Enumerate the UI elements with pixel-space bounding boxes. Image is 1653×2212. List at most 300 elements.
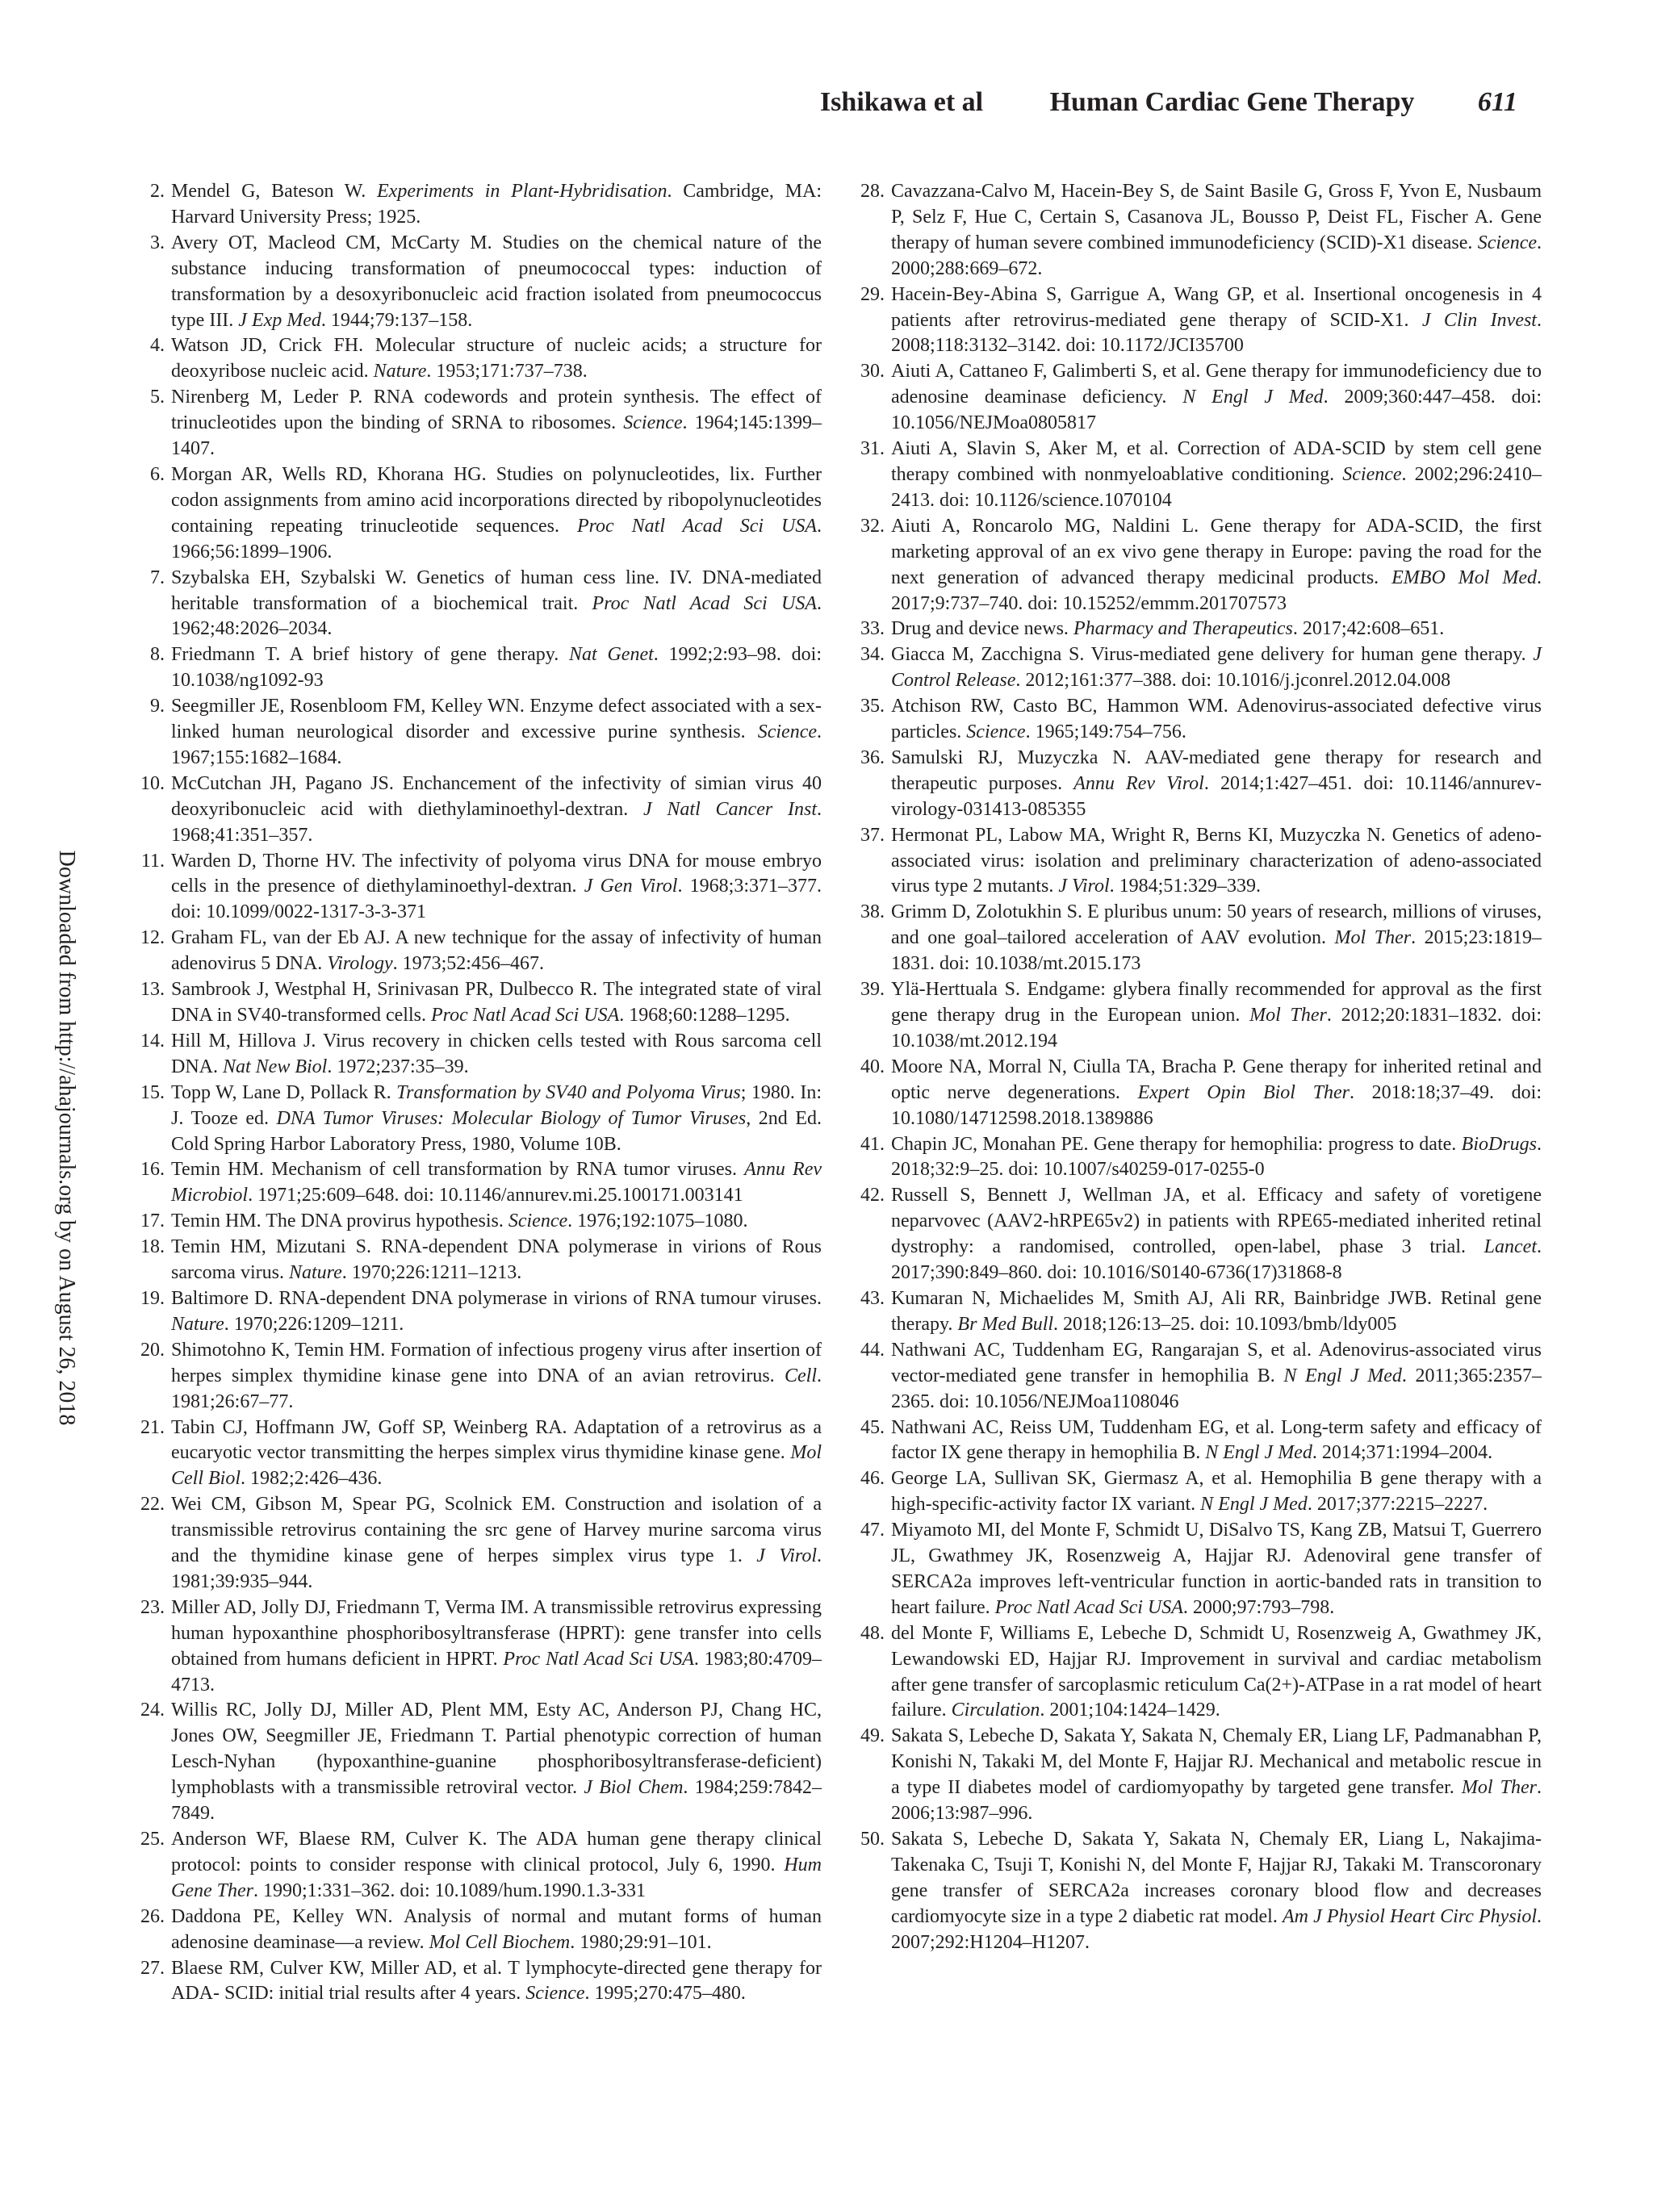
reference-item xyxy=(137,642,822,694)
reference-text xyxy=(171,1209,822,1235)
reference-text-segment: . 1970;226:1209–1211. xyxy=(224,1313,404,1335)
reference-number: 34. xyxy=(860,644,885,666)
reference-item xyxy=(857,1466,1542,1518)
reference-item xyxy=(857,1183,1542,1286)
reference-text-segment: Blaese RM, Culver KW, Miller AD, et al. T lymphocyte-directed gene therapy for ADA- SCID: initial trial results after 4 years. xyxy=(171,1957,822,2005)
reference-text xyxy=(171,694,822,771)
header-authors: Ishikawa et al xyxy=(819,87,984,117)
reference-number: 37. xyxy=(860,824,885,846)
reference-item xyxy=(857,694,1542,746)
reference-text-segment: . 1981;39:935–944. xyxy=(171,1545,822,1592)
reference-text-segment: , 2nd Ed. Cold Spring Harbor Laboratory Press, 1980, Volume 10B. xyxy=(171,1107,822,1155)
reference-text xyxy=(171,1415,822,1493)
reference-text-segment: Temin HM. Mechanism of cell transformation by RNA tumor viruses. xyxy=(171,1159,745,1181)
reference-item xyxy=(137,462,822,566)
reference-text-segment: . 2008;118:3132–3142. doi: 10.1172/JCI35700 xyxy=(891,309,1542,357)
reference-source-italic: Mol Ther xyxy=(1249,1005,1327,1026)
reference-source-italic: Proc Natl Acad Sci USA xyxy=(994,1596,1183,1618)
reference-item xyxy=(137,1698,822,1827)
reference-source-italic: Pharmacy and Therapeutics xyxy=(1073,618,1293,640)
reference-item xyxy=(137,1338,822,1415)
reference-text-segment: Nathwani AC, Reiss UM, Tuddenham EG, et al. Long-term safety and efficacy of factor IX gene therapy in hemophilia B. xyxy=(891,1416,1542,1464)
reference-source-italic: J Control Release xyxy=(891,644,1542,692)
reference-item xyxy=(857,642,1542,694)
reference-text xyxy=(171,642,822,694)
reference-text xyxy=(891,1055,1542,1132)
reference-source-italic: Mol Cell Biol xyxy=(171,1442,822,1490)
reference-text-segment: Warden D, Thorne HV. The infectivity of polyoma virus DNA for mouse embryo cells in the presence of diethylaminoethyl-dextran. xyxy=(171,850,822,897)
reference-item xyxy=(137,231,822,334)
reference-text-segment: Chapin JC, Monahan PE. Gene therapy for hemophilia: progress to date. xyxy=(891,1133,1462,1155)
reference-source-italic: Mol Ther xyxy=(1461,1777,1538,1799)
reference-number: 47. xyxy=(860,1520,885,1541)
reference-text-segment: Friedmann T. A brief history of gene therapy. xyxy=(171,644,570,666)
reference-source-italic: Science xyxy=(966,721,1026,743)
reference-text xyxy=(171,849,822,926)
reference-number: 29. xyxy=(860,283,885,305)
reference-text xyxy=(891,1286,1542,1338)
reference-text-segment: Samulski RJ, Muzyczka N. AAV-mediated gene therapy for research and therapeutic purposes. xyxy=(891,746,1542,794)
reference-item xyxy=(857,437,1542,514)
reference-item xyxy=(857,1338,1542,1415)
reference-text-segment: . 2018;32:9–25. doi: 10.1007/s40259-017-0255-0 xyxy=(891,1133,1542,1181)
reference-text xyxy=(171,977,822,1029)
reference-number: 22. xyxy=(140,1494,165,1516)
reference-text-segment: Topp W, Lane D, Pollack R. xyxy=(171,1081,397,1103)
reference-source-italic: Mol Ther xyxy=(1334,927,1412,949)
reference-item xyxy=(137,771,822,849)
reference-text xyxy=(891,282,1542,360)
reference-text-segment: . 1984;51:329–339. xyxy=(1109,876,1261,897)
reference-source-italic: Nat Genet xyxy=(569,644,654,666)
reference-number: 44. xyxy=(860,1339,885,1361)
reference-source-italic: J Virol xyxy=(756,1545,817,1567)
reference-item xyxy=(137,1595,822,1699)
reference-item xyxy=(137,1827,822,1905)
reference-text xyxy=(891,1415,1542,1467)
reference-source-italic: Nature xyxy=(171,1313,224,1335)
reference-item xyxy=(857,617,1542,642)
reference-text-segment: . 2015;23:1819–1831. doi: 10.1038/mt.2015.173 xyxy=(891,927,1542,975)
reference-source-italic: Am J Physiol Heart Circ Physiol xyxy=(1282,1905,1537,1927)
reference-text xyxy=(891,359,1542,437)
reference-text xyxy=(891,977,1542,1055)
header-title: Human Cardiac Gene Therapy xyxy=(1049,87,1415,117)
reference-text-segment: Temin HM, Mizutani S. RNA-dependent DNA polymerase in virions of Rous sarcoma virus. xyxy=(171,1236,822,1284)
reference-text-segment: . 1965;149:754–756. xyxy=(1025,721,1186,743)
reference-text-segment: . 2001;104:1424–1429. xyxy=(1040,1700,1220,1721)
reference-text xyxy=(891,1132,1542,1184)
reference-source-italic: Science xyxy=(1477,232,1537,253)
reference-item xyxy=(137,179,822,231)
reference-text-segment: . 2018;126:13–25. doi: 10.1093/bmb/ldy005 xyxy=(1053,1313,1397,1335)
reference-text xyxy=(891,437,1542,514)
reference-source-italic: Nature xyxy=(288,1262,342,1284)
reference-source-italic: Transformation by SV40 and Polyoma Virus xyxy=(396,1081,741,1103)
reference-item xyxy=(857,977,1542,1055)
reference-text xyxy=(891,900,1542,977)
reference-text-segment: del Monte F, Williams E, Lebeche D, Schmidt U, Rosenzweig A, Gwathmey JK, Lewandowski ED, Hajjar RJ. Improvement in survival and cardiac metabolism after gene transfer of sarcoplasmic reticulum Ca(2+)-ATPase in a rat model of heart failure. xyxy=(891,1622,1542,1721)
reference-text-segment: Sakata S, Lebeche D, Sakata Y, Sakata N, Chemaly ER, Liang LF, Padmanabhan P, Konishi N, Takaki M, del Monte F, Hajjar RJ. Mechanical and metabolic rescue in a type II diabetes model of cardiomyopathy by targeted gene transfer. xyxy=(891,1725,1542,1799)
reference-source-italic: J Biol Chem xyxy=(584,1777,684,1799)
reference-text-segment: . 1966;56:1899–1906. xyxy=(171,515,822,562)
reference-text-segment: . 2000;97:793–798. xyxy=(1182,1596,1335,1618)
reference-item xyxy=(137,1209,822,1235)
reference-source-italic: Circulation xyxy=(951,1700,1040,1721)
reference-source-italic: N Engl J Med xyxy=(1283,1365,1402,1386)
reference-number: 46. xyxy=(860,1468,885,1490)
reference-item xyxy=(137,1235,822,1286)
reference-source-italic: Experiments in Plant-Hybridisation xyxy=(377,181,667,202)
reference-text-segment: Nathwani AC, Tuddenham EG, Rangarajan S, et al. Adenovirus-associated virus vector-mediated gene transfer in hemophilia B. xyxy=(891,1339,1542,1386)
reference-text-segment: Miyamoto MI, del Monte F, Schmidt U, DiSalvo TS, Kang ZB, Matsui T, Guerrero JL, Gwathmey JK, Rosenzweig A, Hajjar RJ. Adenoviral gene transfer of SERCA2a improves left-ventricular function in aortic-banded rats in transition to heart failure. xyxy=(891,1520,1542,1618)
reference-text-segment: Atchison RW, Casto BC, Hammon WM. Adenovirus-associated defective virus particles. xyxy=(891,696,1542,743)
reference-source-italic: Proc Natl Acad Sci USA xyxy=(592,592,817,614)
reference-text-segment: . 1982;2:426–436. xyxy=(241,1468,383,1490)
reference-text-segment: Giacca M, Zacchigna S. Virus-mediated gene delivery for human gene therapy. xyxy=(891,644,1534,666)
reference-number: 2. xyxy=(150,181,165,202)
reference-text xyxy=(891,1621,1542,1725)
reference-text-segment: . 1968;3:371–377. doi: 10.1099/0022-1317-3-3-371 xyxy=(171,876,822,923)
reference-text-segment: Hill M, Hillova J. Virus recovery in chicken cells tested with Rous sarcoma cell DNA. xyxy=(171,1030,822,1077)
reference-item xyxy=(137,566,822,643)
reference-text xyxy=(171,179,822,231)
reference-source-italic: N Engl J Med xyxy=(1200,1494,1308,1516)
reference-item xyxy=(137,926,822,977)
reference-text-segment: Aiuti A, Roncarolo MG, Naldini L. Gene therapy for ADA-SCID, the first marketing approval of an ex vivo gene therapy in Europe: paving the road for the next generation of advanced therapy medicinal products. xyxy=(891,515,1542,588)
reference-text-segment: . 1980;29:91–101. xyxy=(570,1931,712,1953)
reference-text-segment: Anderson WF, Blaese RM, Culver K. The ADA human gene therapy clinical protocol: points to consider response with clinical protocol, July 6, 1990. xyxy=(171,1829,822,1875)
reference-number: 28. xyxy=(860,181,885,202)
reference-source-italic: DNA Tumor Viruses: Molecular Biology of Tumor Viruses xyxy=(276,1107,747,1129)
reference-number: 30. xyxy=(860,361,885,383)
reference-text xyxy=(891,642,1542,694)
reference-item xyxy=(137,977,822,1029)
reference-text-segment: Russell S, Bennett J, Wellman JA, et al. Efficacy and safety of voretigene neparvovec (AAV2-hRPE65v2) in patients with RPE65-mediated inherited retinal dystrophy: a randomised, controlled, open-label, phase 3 trial. xyxy=(891,1185,1542,1258)
reference-text-segment: . 2014;371:1994–2004. xyxy=(1312,1442,1493,1464)
reference-item xyxy=(137,385,822,462)
reference-source-italic: J Gen Virol xyxy=(584,876,678,897)
reference-text-segment: . 1962;48:2026–2034. xyxy=(171,592,822,640)
reference-text-segment: . 2018:18;37–49. doi: 10.1080/14712598.2018.1389886 xyxy=(891,1081,1542,1129)
reference-source-italic: Science xyxy=(623,412,683,434)
reference-text-segment: Kumaran N, Michaelides M, Smith AJ, Ali RR, Bainbridge JWB. Retinal gene therapy. xyxy=(891,1287,1542,1335)
references-right-column xyxy=(857,179,1542,1956)
reference-text-segment: Aiuti A, Slavin S, Aker M, et al. Correction of ADA-SCID by stem cell gene therapy combined with nonmyeloablative conditioning. xyxy=(891,438,1542,485)
reference-text-segment: Graham FL, van der Eb AJ. A new technique for the assay of infectivity of human adenovirus 5 DNA. xyxy=(171,927,822,975)
reference-item xyxy=(857,1724,1542,1827)
reference-source-italic: EMBO Mol Med xyxy=(1391,567,1537,588)
reference-text-segment: . 1964;145:1399–1407. xyxy=(171,412,822,460)
reference-number: 23. xyxy=(140,1596,165,1618)
reference-item xyxy=(137,694,822,771)
reference-text-segment: . 1944;79:137–158. xyxy=(320,309,473,331)
reference-text-segment: . 2012;161:377–388. doi: 10.1016/j.jconrel.2012.04.008 xyxy=(1015,670,1451,692)
reference-item xyxy=(857,179,1542,282)
reference-text-segment: . 1984;259:7842–7849. xyxy=(171,1777,822,1825)
references-left-column xyxy=(137,179,822,2007)
reference-text-segment: Temin HM. The DNA provirus hypothesis. xyxy=(171,1211,508,1232)
reference-source-italic: J Clin Invest xyxy=(1421,309,1537,331)
reference-number: 24. xyxy=(140,1700,165,1721)
reference-text xyxy=(171,462,822,566)
reference-source-italic: N Engl J Med xyxy=(1205,1442,1312,1464)
reference-number: 50. xyxy=(860,1829,885,1850)
reference-item xyxy=(857,1286,1542,1338)
reference-item xyxy=(857,1827,1542,1956)
reference-number: 27. xyxy=(140,1957,165,1979)
reference-source-italic: Science xyxy=(525,1983,585,2005)
reference-item xyxy=(857,746,1542,823)
reference-text-segment: . 1970;226:1211–1213. xyxy=(341,1262,522,1284)
reference-text xyxy=(891,1183,1542,1286)
reference-text xyxy=(171,333,822,385)
reference-number: 8. xyxy=(150,644,165,666)
reference-text-segment: Aiuti A, Cattaneo F, Galimberti S, et al. Gene therapy for immunodeficiency due to adenosine deaminase deficiency. xyxy=(891,361,1542,408)
reference-text-segment: Moore NA, Morral N, Ciulla TA, Bracha P. Gene therapy for inherited retinal and optic nerve degenerations. xyxy=(891,1056,1542,1103)
reference-item xyxy=(857,1518,1542,1621)
reference-source-italic: Mol Cell Biochem xyxy=(429,1931,571,1953)
reference-number: 7. xyxy=(150,567,165,588)
reference-number: 17. xyxy=(140,1211,165,1232)
reference-number: 15. xyxy=(140,1081,165,1103)
reference-number: 16. xyxy=(140,1159,165,1181)
reference-number: 20. xyxy=(140,1339,165,1361)
reference-text-segment: . 1983;80:4709–4713. xyxy=(171,1648,822,1696)
reference-source-italic: Proc Natl Acad Sci USA xyxy=(503,1648,694,1670)
reference-source-italic: Nature xyxy=(373,361,427,383)
reference-source-italic: Expert Opin Biol Ther xyxy=(1137,1081,1350,1103)
reference-text-segment: . 1972;237:35–39. xyxy=(327,1056,469,1077)
reference-text-segment: Willis RC, Jolly DJ, Miller AD, Plent MM, Esty AC, Anderson PJ, Chang HC, Jones OW, Seegmiller JE, Friedmann T. Partial phenotypic correction of human Lesch-Nyhan (hypoxanthine-guanine phosphoribosyltransferase-deficient) lymphoblasts with a transmissible retroviral vector. xyxy=(171,1700,822,1799)
reference-text xyxy=(171,385,822,462)
reference-number: 39. xyxy=(860,979,885,1001)
reference-text-segment: George LA, Sullivan SK, Giermasz A, et al. Hemophilia B gene therapy with a high-specific-activity factor IX variant. xyxy=(891,1468,1542,1516)
reference-text xyxy=(171,1827,822,1905)
reference-source-italic: J Virol xyxy=(1058,876,1110,897)
reference-text xyxy=(891,746,1542,823)
reference-text-segment: ; 1980. In: J. Tooze ed. xyxy=(171,1081,822,1129)
reference-number: 36. xyxy=(860,746,885,768)
reference-number: 21. xyxy=(140,1416,165,1438)
reference-text xyxy=(891,617,1542,642)
reference-text-segment: Seegmiller JE, Rosenbloom FM, Kelley WN. Enzyme defect associated with a sex-linked human neurological disorder and excessive purine synthesis. xyxy=(171,696,822,743)
reference-text-segment: . 1995;270:475–480. xyxy=(584,1983,746,2005)
download-watermark: Downloaded from http://ahajournals.org by on August 26, 2018 xyxy=(54,850,79,1426)
reference-number: 19. xyxy=(140,1287,165,1309)
reference-source-italic: Nat New Biol xyxy=(223,1056,328,1077)
reference-number: 4. xyxy=(150,335,165,357)
reference-text-segment: Ylä-Herttuala S. Endgame: glybera finally recommended for approval as the first gene therapy drug in the European union. xyxy=(891,979,1542,1026)
reference-source-italic: Br Med Bull xyxy=(957,1313,1054,1335)
reference-number: 31. xyxy=(860,438,885,460)
reference-number: 12. xyxy=(140,927,165,949)
reference-number: 38. xyxy=(860,901,885,923)
reference-source-italic: N Engl J Med xyxy=(1182,387,1324,408)
reference-text-segment: Morgan AR, Wells RD, Khorana HG. Studies on polynucleotides, lix. Further codon assignments from amino acid incorporations directed by ribopolynucleotides containing repeating trinucleotide sequences. xyxy=(171,463,822,537)
reference-text xyxy=(891,1518,1542,1621)
reference-item xyxy=(137,1081,822,1158)
reference-text-segment: . 1968;60:1288–1295. xyxy=(619,1005,790,1026)
reference-number: 11. xyxy=(140,850,165,872)
reference-text-segment: Baltimore D. RNA-dependent DNA polymerase in virions of RNA tumour viruses. xyxy=(171,1287,822,1309)
reference-text xyxy=(891,823,1542,901)
reference-item xyxy=(857,1055,1542,1132)
reference-text xyxy=(171,1286,822,1338)
reference-item xyxy=(137,1956,822,2008)
reference-source-italic: Annu Rev Microbiol xyxy=(171,1159,822,1206)
reference-text-segment: . 1976;192:1075–1080. xyxy=(567,1211,748,1232)
reference-text-segment: . 2006;13:987–996. xyxy=(891,1777,1542,1825)
reference-text-segment: Hermonat PL, Labow MA, Wright R, Berns KI, Muzyczka N. Genetics of adeno-associated virus: isolation and preliminary characterization of adeno-associated virus type 2 mutants. xyxy=(891,824,1542,897)
reference-text-segment: Nirenberg M, Leder P. RNA codewords and protein synthesis. The effect of trinucleotides upon the binding of SRNA to ribosomes. xyxy=(171,387,822,434)
reference-number: 9. xyxy=(150,696,165,717)
reference-text-segment: . Cambridge, MA: Harvard University Press; 1925. xyxy=(171,181,822,228)
reference-text xyxy=(171,566,822,643)
reference-text xyxy=(891,514,1542,617)
reference-source-italic: Science xyxy=(757,721,817,743)
reference-number: 5. xyxy=(150,387,165,408)
reference-text-segment: . 2014;1:427–451. doi: 10.1146/annurev-virology-031413-085355 xyxy=(891,772,1542,820)
reference-text xyxy=(171,1956,822,2008)
reference-text-segment: . 1953;171:737–738. xyxy=(426,361,588,383)
reference-item xyxy=(857,282,1542,360)
reference-number: 41. xyxy=(860,1133,885,1155)
reference-item xyxy=(137,849,822,926)
reference-text xyxy=(171,1081,822,1158)
reference-number: 43. xyxy=(860,1287,885,1309)
reference-item xyxy=(137,1286,822,1338)
reference-text-segment: Cavazzana-Calvo M, Hacein-Bey S, de Saint Basile G, Gross F, Yvon E, Nusbaum P, Selz F, Hue C, Certain S, Casanova JL, Bousso P, Deist FL, Fischer A. Gene therapy of human severe combined immunodeficiency (SCID)-X1 disease. xyxy=(891,181,1542,253)
reference-text xyxy=(891,1724,1542,1827)
reference-text xyxy=(891,1827,1542,1956)
reference-number: 3. xyxy=(150,232,165,253)
reference-text-segment: Drug and device news. xyxy=(891,618,1073,640)
reference-text xyxy=(171,1905,822,1956)
reference-number: 42. xyxy=(860,1185,885,1206)
reference-item xyxy=(137,1905,822,1956)
reference-number: 14. xyxy=(140,1030,165,1052)
reference-item xyxy=(857,1415,1542,1467)
reference-source-italic: Proc Natl Acad Sci USA xyxy=(430,1005,620,1026)
reference-text xyxy=(171,1338,822,1415)
reference-number: 49. xyxy=(860,1725,885,1747)
reference-number: 6. xyxy=(150,463,165,485)
reference-source-italic: Science xyxy=(508,1211,568,1232)
reference-source-italic: J Exp Med xyxy=(238,309,321,331)
reference-text-segment: Avery OT, Macleod CM, McCarty M. Studies on the chemical nature of the substance inducing transformation of pneumococcal types: induction of transformation by a desoxyribonucleic acid fraction isolated from pneumococcus type III. xyxy=(171,232,822,331)
reference-source-italic: Hum Gene Ther xyxy=(171,1854,822,1901)
reference-text xyxy=(171,1029,822,1081)
reference-text xyxy=(891,694,1542,746)
reference-number: 33. xyxy=(860,618,885,640)
reference-text-segment: . 1981;26:67–77. xyxy=(171,1365,822,1412)
reference-text-segment: Hacein-Bey-Abina S, Garrigue A, Wang GP, et al. Insertional oncogenesis in 4 patients after retrovirus-mediated gene therapy of SCID-X1. xyxy=(891,283,1542,331)
reference-number: 18. xyxy=(140,1236,165,1258)
reference-text-segment: Wei CM, Gibson M, Spear PG, Scolnick EM. Construction and isolation of a transmissible retrovirus containing the src gene of Harvey murine sarcoma virus and the thymidine kinase gene of herpes simplex virus type 1. xyxy=(171,1494,822,1567)
reference-text xyxy=(891,1338,1542,1415)
reference-number: 32. xyxy=(860,515,885,537)
running-header xyxy=(820,87,1517,118)
reference-number: 25. xyxy=(140,1829,165,1850)
reference-text-segment: . 1973;52:456–467. xyxy=(392,953,544,975)
reference-text-segment: . 2017;377:2215–2227. xyxy=(1307,1494,1488,1516)
reference-text xyxy=(171,1698,822,1827)
reference-text-segment: . 1971;25:609–648. doi: 10.1146/annurev.mi.25.100171.003141 xyxy=(248,1185,743,1206)
reference-source-italic: Virology xyxy=(327,953,393,975)
reference-item xyxy=(857,1132,1542,1184)
reference-text-segment: Mendel G, Bateson W. xyxy=(171,181,378,202)
reference-text-segment: Tabin CJ, Hoffmann JW, Goff SP, Weinberg RA. Adaptation of a retrovirus as a eucaryotic vector transmitting the herpes simplex virus thymidine kinase gene. xyxy=(171,1416,822,1464)
reference-text-segment: Sambrook J, Westphal H, Srinivasan PR, Dulbecco R. The integrated state of viral DNA in SV40-transformed cells. xyxy=(171,979,822,1026)
reference-source-italic: Cell xyxy=(785,1365,817,1386)
reference-text-segment: . 1990;1:331–362. doi: 10.1089/hum.1990.1.3-331 xyxy=(253,1880,646,1901)
reference-text-segment: . 1968;41:351–357. xyxy=(171,798,822,846)
reference-text-segment: . 2012;20:1831–1832. doi: 10.1038/mt.2012.194 xyxy=(891,1005,1542,1052)
reference-text-segment: Daddona PE, Kelley WN. Analysis of normal and mutant forms of human adenosine deaminase—a review. xyxy=(171,1905,822,1953)
reference-source-italic: Annu Rev Virol xyxy=(1073,772,1204,794)
reference-number: 26. xyxy=(140,1905,165,1927)
reference-text xyxy=(171,926,822,977)
reference-text xyxy=(171,771,822,849)
reference-text xyxy=(171,231,822,334)
reference-item xyxy=(857,823,1542,901)
reference-item xyxy=(857,900,1542,977)
reference-text-segment: Szybalska EH, Szybalski W. Genetics of human cess line. IV. DNA-mediated heritable transformation of a biochemical trait. xyxy=(171,567,822,614)
reference-text-segment: . 2011;365:2357–2365. doi: 10.1056/NEJMoa1108046 xyxy=(891,1365,1542,1412)
reference-text xyxy=(171,1235,822,1286)
reference-number: 48. xyxy=(860,1622,885,1644)
reference-source-italic: Lancet xyxy=(1484,1236,1537,1258)
reference-source-italic: BioDrugs xyxy=(1461,1133,1537,1155)
reference-item xyxy=(857,514,1542,617)
reference-text-segment: Sakata S, Lebeche D, Sakata Y, Sakata N, Chemaly ER, Liang L, Nakajima-Takenaka C, Tsuji T, Konishi N, del Monte F, Hajjar RJ, Takaki M. Transcoronary gene transfer of SERCA2a increases coronary blood flow and decreases cardiomyocyte size in a type 2 diabetic rat model. xyxy=(891,1829,1542,1927)
reference-source-italic: Science xyxy=(1342,463,1402,485)
reference-text xyxy=(891,1466,1542,1518)
reference-item xyxy=(137,1415,822,1493)
reference-text-segment: Shimotohno K, Temin HM. Formation of infectious progeny virus after insertion of herpes simplex thymidine kinase gene into DNA of an avian retrovirus. xyxy=(171,1339,822,1386)
reference-source-italic: Proc Natl Acad Sci USA xyxy=(576,515,817,537)
reference-text-segment: Grimm D, Zolotukhin S. E pluribus unum: 50 years of research, millions of viruses, and one goal–tailored acceleration of AAV evolution. xyxy=(891,901,1542,949)
reference-text-segment: . 2017;390:849–860. doi: 10.1016/S0140-6736(17)31868-8 xyxy=(891,1236,1542,1284)
reference-item xyxy=(137,333,822,385)
reference-item xyxy=(857,1621,1542,1725)
reference-text xyxy=(891,179,1542,282)
reference-text xyxy=(171,1595,822,1699)
reference-text-segment: . 2007;292:H1204–H1207. xyxy=(891,1905,1542,1953)
reference-number: 35. xyxy=(860,696,885,717)
reference-number: 13. xyxy=(140,979,165,1001)
reference-text-segment: Miller AD, Jolly DJ, Friedmann T, Verma IM. A transmissible retrovirus expressing human hypoxanthine phosphoribosyltransferase (HPRT): gene transfer into cells obtained from humans deficient in HPRT. xyxy=(171,1596,822,1670)
reference-text-segment: . 1967;155:1682–1684. xyxy=(171,721,822,768)
reference-text xyxy=(171,1492,822,1595)
reference-text-segment: . 2017;9:737–740. doi: 10.15252/emmm.201707573 xyxy=(891,567,1542,614)
reference-source-italic: J Natl Cancer Inst xyxy=(642,798,817,820)
reference-number: 45. xyxy=(860,1416,885,1438)
reference-text-segment: McCutchan JH, Pagano JS. Enchancement of the infectivity of simian virus 40 deoxyribonucleic acid with diethylaminoethyl-dextran. xyxy=(171,772,822,820)
reference-item xyxy=(857,359,1542,437)
reference-item xyxy=(137,1492,822,1595)
reference-number: 10. xyxy=(140,772,165,794)
reference-item xyxy=(137,1029,822,1081)
reference-text-segment: . 1992;2:93–98. doi: 10.1038/ng1092-93 xyxy=(171,644,822,692)
reference-text-segment: . 2009;360:447–458. doi: 10.1056/NEJMoa0805817 xyxy=(891,387,1542,434)
page-number: 611 xyxy=(1477,87,1517,117)
reference-text-segment: . 2017;42:608–651. xyxy=(1292,618,1445,640)
reference-text-segment: . 2002;296:2410–2413. doi: 10.1126/science.1070104 xyxy=(891,463,1542,511)
reference-text-segment: Watson JD, Crick FH. Molecular structure of nucleic acids; a structure for deoxyribose nucleic acid. xyxy=(171,335,822,383)
reference-text-segment: . 2000;288:669–672. xyxy=(891,232,1542,279)
